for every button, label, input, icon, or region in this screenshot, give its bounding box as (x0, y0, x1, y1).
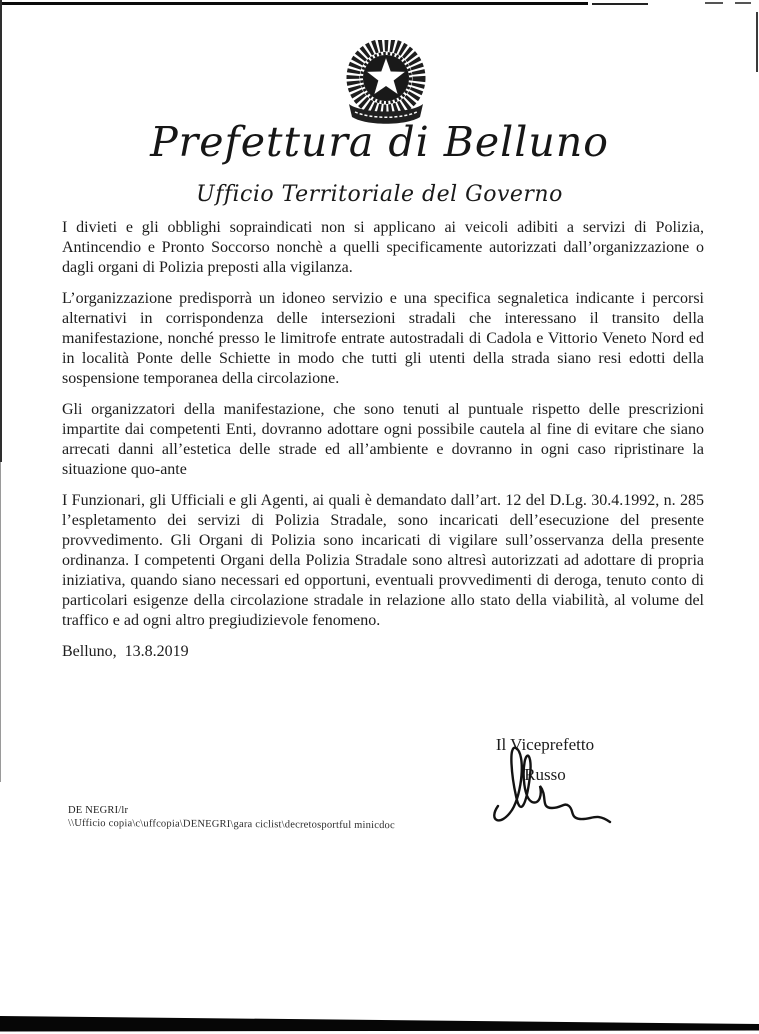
paragraph-enforcement: I Funzionari, gli Ufficiali e gli Agenti, ai quali è demandato dall’art. 12 del D.Lg. 30.4.1992, n. 285 l’espletamento dei servizi di Polizia Stradale, sono incaricati dell’esecuzione del presente provvedimento. Gli Organi di Polizia sono incaricati di vigilare sull’osservanza della presente ordinanza. I competenti Organi della Polizia Stradale sono altresì autorizzati ad adottare di propria iniziativa, quando siano necessari ed opportuni, eventuali provvedimenti di deroga, tenuto conto di particolari esigenze della circolazione stradale in relazione allo stato della viabilità, al volume del traffico e ad ogni altro pregiudizievole fenomeno. (62, 492, 704, 629)
scan-artifact-top-line (592, 3, 648, 5)
footer (68, 804, 395, 832)
scan-artifact-top-line (0, 2, 588, 5)
dateline: Belluno, 13.8.2019 (62, 643, 189, 660)
page-title: Prefettura di Belluno (150, 118, 609, 166)
paragraph-organization-duties: L’organizzazione predisporrà un idoneo servizio e una specifica segnaletica indicante i percorsi alternativi in corrispondenza delle intersezioni stradali che interessano il transito della manifestazione, nonché presso le limitrofe entrate autostradali di Cadola e Vittorio Veneto Nord ed in località Ponte delle Schiette in modo che tutti gli utenti della strada siano resi edotti della sospensione temporanea della circolazione. (62, 290, 704, 387)
signature-name: Russo (524, 765, 566, 784)
signature-scribble-icon (470, 728, 645, 840)
footer-initials: DE NEGRI/lr (68, 805, 129, 816)
footer-filepath: \\Ufficio copia\c\uffcopia\DENEGRI\gara ciclist\decretosportful minicdoc (67, 817, 395, 832)
scan-artifact-bottom-bar (0, 1010, 759, 1034)
letter-body (62, 218, 704, 673)
page-subtitle: Ufficio Territoriale del Governo (196, 182, 563, 207)
paragraph-exemptions: I divieti e gli obblighi sopraindicati non si applicano ai veicoli adibiti a servizi di Polizia, Antincendio e Pronto Soccorso nonchè a quelli specificamente autorizzati dall’organizzazione o dagli organi di Polizia preposti alla vigilanza. (62, 219, 704, 276)
scan-artifact-top-line (705, 2, 723, 4)
scan-artifact-top-line (735, 2, 751, 4)
paragraph-organizers-obligations: Gli organizzatori della manifestazione, che sono tenuti al puntuale rispetto delle prescrizioni impartite dai competenti Enti, dovranno adottare ogni possibile cautela al fine di evitare che siano arrecati danni all’estetica delle strade ed all’ambiente e dovranno in ogni caso ripristinare la situazione quo-ante (62, 401, 704, 478)
signature-role: Il Viceprefetto (495, 735, 595, 754)
scan-artifact-left-edge (0, 462, 1, 782)
